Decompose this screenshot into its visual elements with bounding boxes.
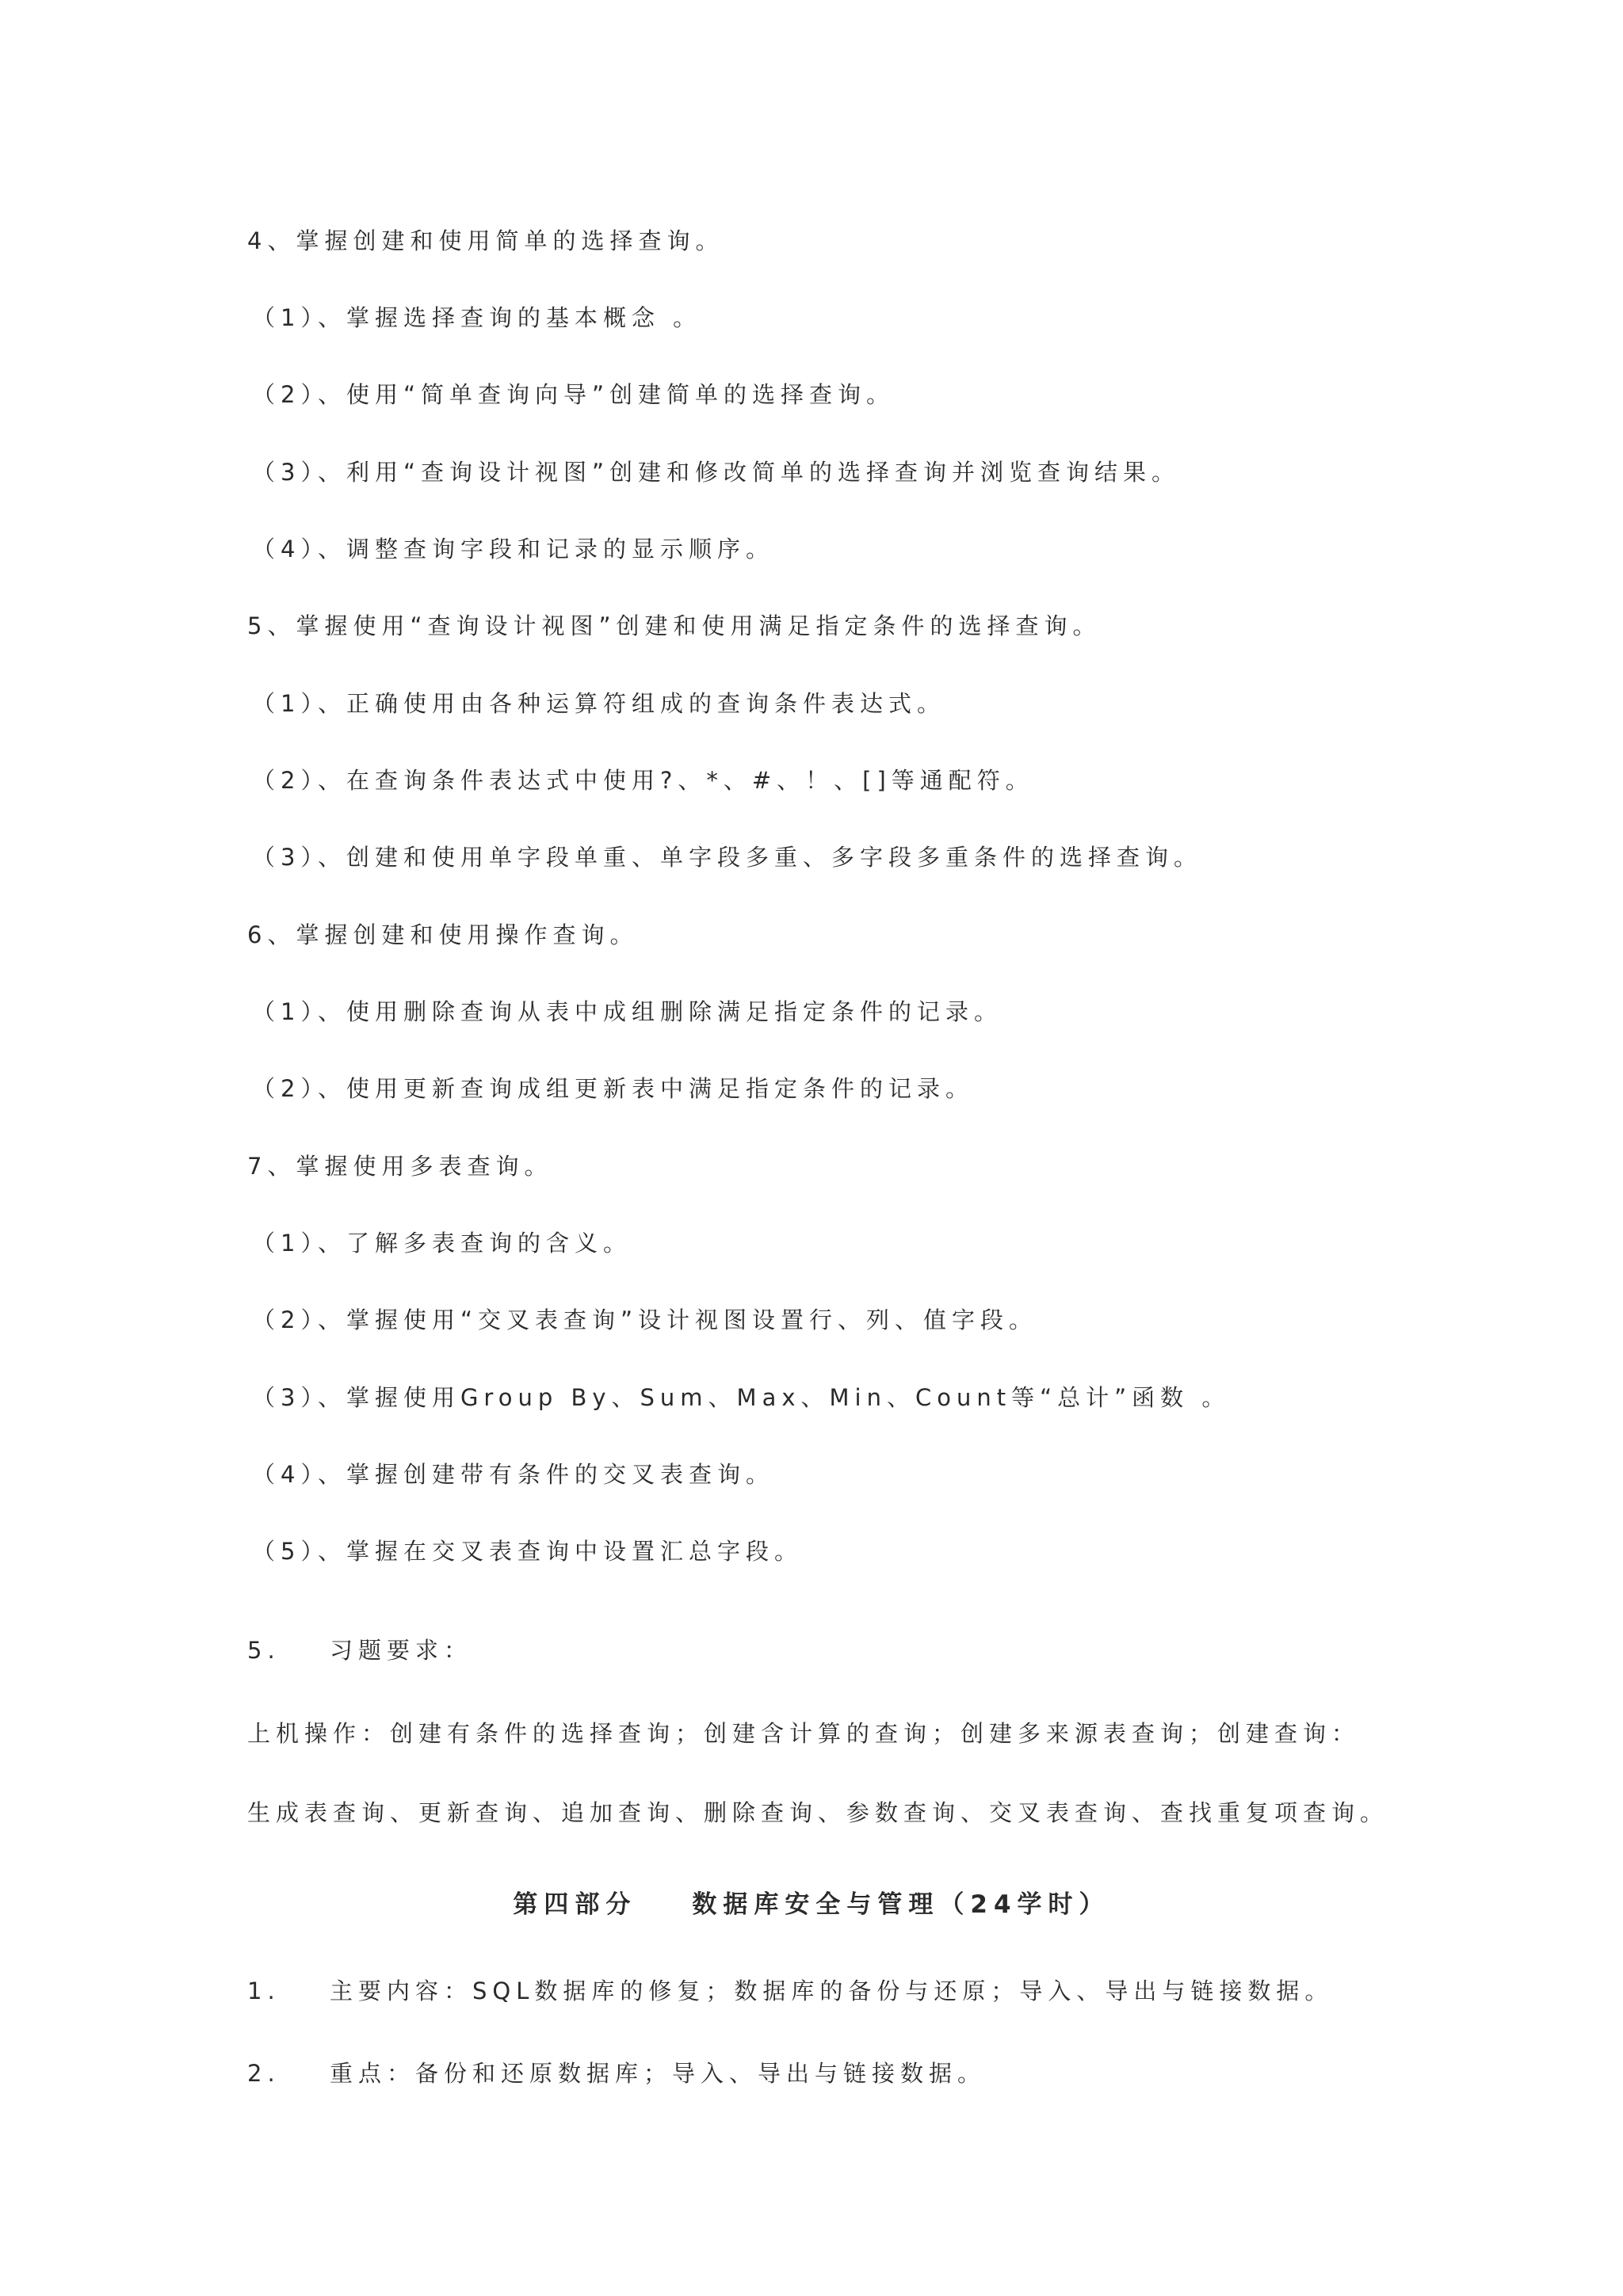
exercise-heading (247, 1634, 472, 1666)
objective-5-1: （1）、正确使用由各种运算符组成的查询条件表达式。 (252, 690, 945, 717)
objective-7-4: （4）、掌握创建带有条件的交叉表查询。 (252, 1461, 774, 1488)
objective-7-3: （3）、掌握使用Group By、Sum、Max、Min、Count等“总计”函数 。 (252, 1384, 1231, 1411)
section-title: 数据库安全与管理（24学时） (692, 1890, 1110, 1919)
exercise-label: 习题要求： (330, 1637, 473, 1664)
section-heading (0, 1889, 1623, 1920)
objective-7-5: （5）、掌握在交叉表查询中设置汇总字段。 (252, 1538, 803, 1565)
objective-5: 5、掌握使用“查询设计视图”创建和使用满足指定条件的选择查询。 (247, 612, 1102, 639)
objective-6-2: （2）、使用更新查询成组更新表中满足指定条件的记录。 (252, 1075, 974, 1102)
item-1-number: 1. (247, 1978, 281, 2004)
objective-7-1: （1）、了解多表查询的含义。 (252, 1230, 632, 1257)
objective-4: 4、掌握创建和使用简单的选择查询。 (247, 227, 724, 254)
objective-4-2: （2）、使用“简单查询向导”创建简单的选择查询。 (252, 381, 895, 408)
objective-4-3: （3）、利用“查询设计视图”创建和修改简单的选择查询并浏览查询结果。 (252, 459, 1180, 486)
exercise-line-2: 生成表查询、更新查询、追加查询、删除查询、参数查询、交叉表查询、查找重复项查询。 (247, 1799, 1389, 1826)
objective-5-3: （3）、创建和使用单字段单重、单字段多重、多字段多重条件的选择查询。 (252, 844, 1202, 871)
objective-6: 6、掌握创建和使用操作查询。 (247, 921, 639, 948)
item-1 (247, 1975, 1333, 2007)
item-2-number: 2. (247, 2060, 281, 2087)
section-part: 第四部分 (513, 1890, 637, 1919)
item-2 (247, 2058, 986, 2089)
item-2-text: 重点：备份和还原数据库；导入、导出与链接数据。 (330, 2060, 987, 2087)
exercise-number: 5. (247, 1637, 281, 1664)
objective-4-4: （4）、调整查询字段和记录的显示顺序。 (252, 536, 774, 563)
exercise-line-1: 上机操作：创建有条件的选择查询；创建含计算的查询；创建多来源表查询；创建查询： (247, 1720, 1361, 1747)
objective-7: 7、掌握使用多表查询。 (247, 1153, 553, 1180)
item-1-text: 主要内容：SQL数据库的修复；数据库的备份与还原；导入、导出与链接数据。 (330, 1978, 1334, 2004)
objective-7-2: （2）、掌握使用“交叉表查询”设计视图设置行、列、值字段。 (252, 1306, 1037, 1333)
objective-5-2: （2）、在查询条件表达式中使用?、*、#、！、[]等通配符。 (252, 767, 1034, 794)
objective-4-1: （1）、掌握选择查询的基本概念 。 (252, 304, 702, 331)
objective-6-1: （1）、使用删除查询从表中成组删除满足指定条件的记录。 (252, 998, 1002, 1025)
